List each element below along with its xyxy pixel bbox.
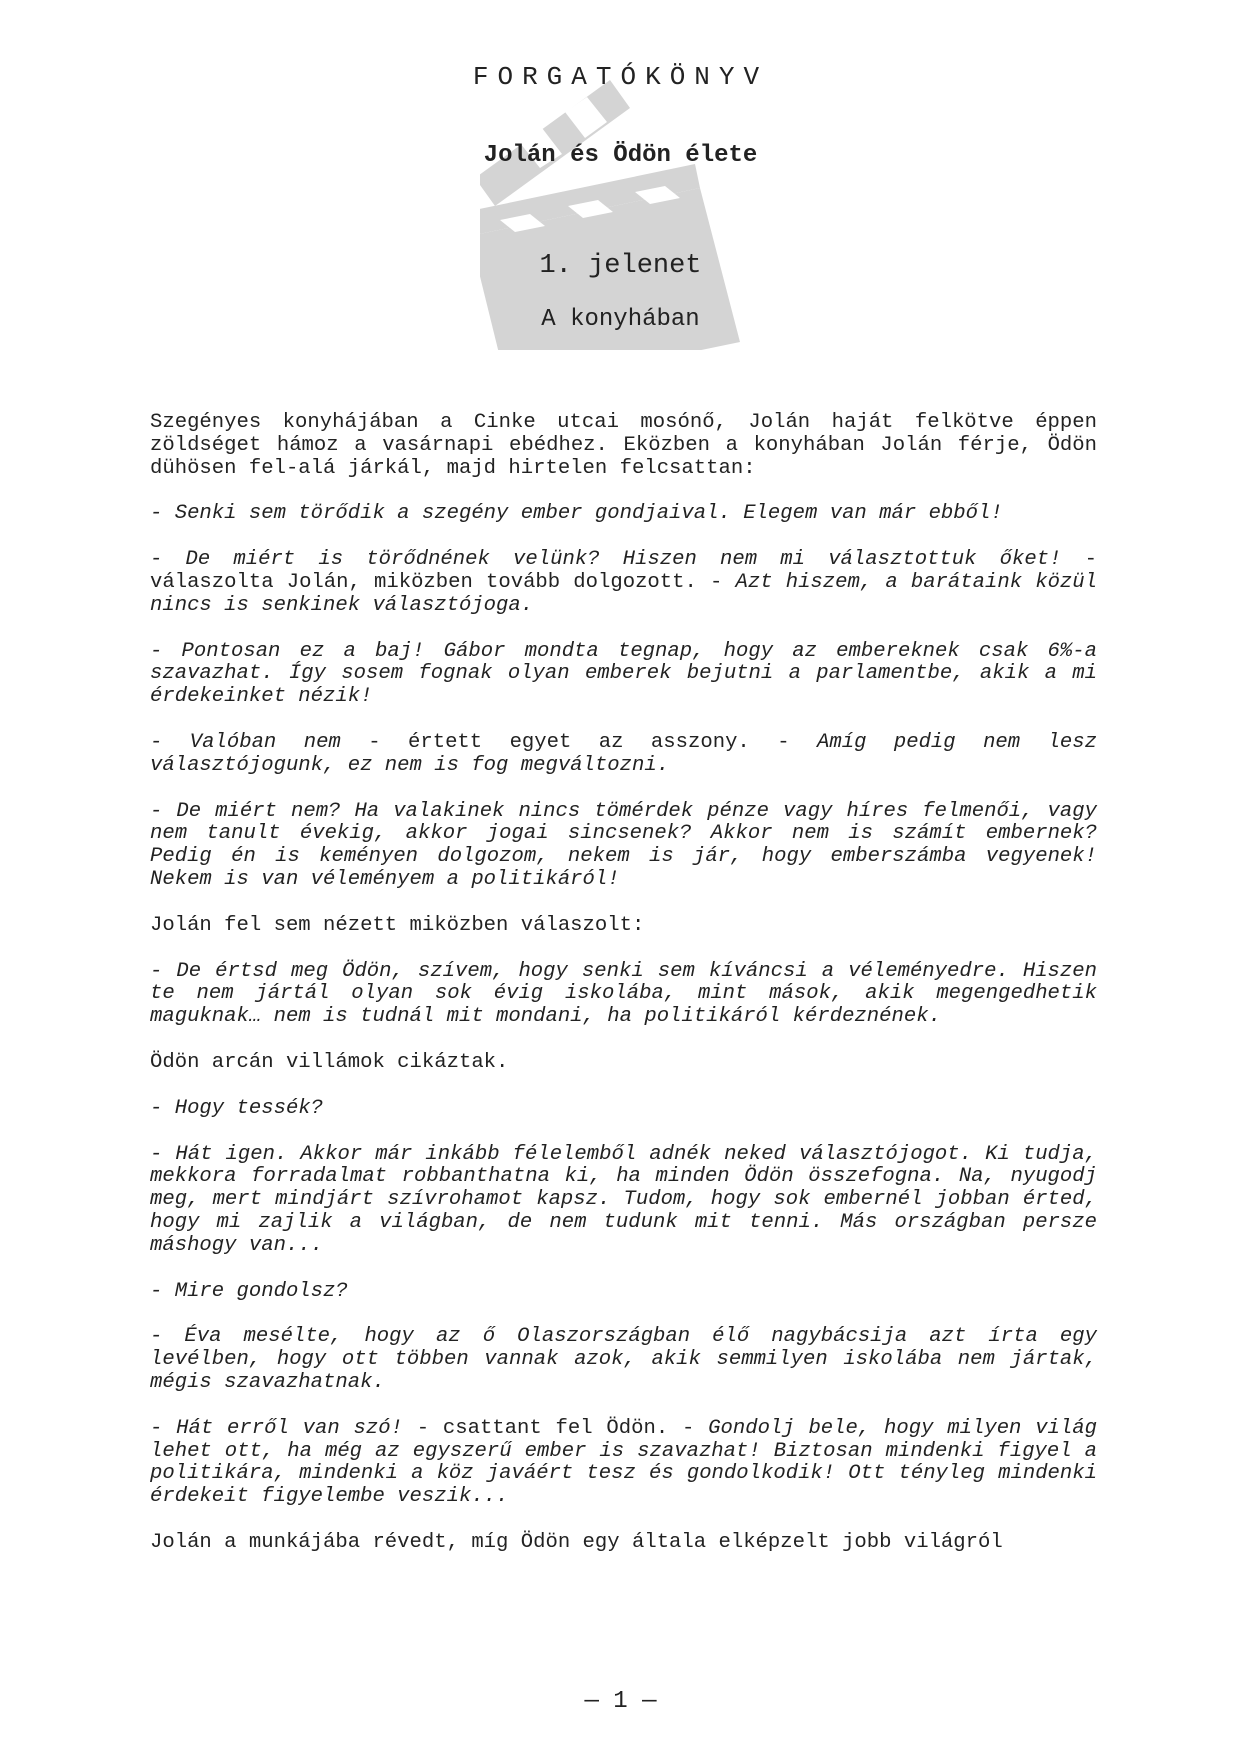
script-paragraph [150,732,1097,778]
script-body [150,412,1097,1578]
scene-number: 1. jelenet [539,251,702,281]
narration-text: Jolán a munkájába révedt, míg Ödön egy általa elképzelt jobb világról [150,1530,1003,1554]
dialogue-text: - Senki sem törődik a szegény ember gondjaival. Elegem van már ebből! [150,502,1003,526]
script-paragraph [150,503,1097,526]
dialogue-text: - Hát erről van szó! [150,1416,403,1440]
dialogue-text: - De miért is törődnének velünk? Hiszen nem mi választottuk őket! [150,548,1062,572]
script-paragraph [150,1532,1097,1555]
dialogue-text: - Éva mesélte, hogy az ő Olaszországban élő nagybácsija azt írta egy levélben, hogy ott többen vannak azok, akik semmilyen iskolába nem jártak, mégis szavazhatnak. [150,1325,1097,1394]
script-paragraph [150,1418,1097,1509]
script-paragraph [150,915,1097,938]
dialogue-text: - De értsd meg Ödön, szívem, hogy senki sem kíváncsi a véleményedre. Hiszen te nem jártál olyan sok évig iskolába, mint mások, akik megengedhetik maguknak… nem is tudnál mit mondani, ha politikáról kérdeznének. [150,959,1097,1029]
page-number: — 1 — [584,1688,657,1715]
dialogue-text: - Pontosan ez a baj! Gábor mondta tegnap, hogy az embereknek csak 6%-a szavazhat. Így sosem fognak olyan emberek bejutni a parlamentbe, akik a mi érdekeinket nézik! [150,639,1097,709]
narration-text: - válaszolta Jolán, miközben tovább dolgozott. - [150,548,1098,594]
script-paragraph [150,641,1097,709]
script-paragraph [150,1144,1097,1258]
dialogue-text: Gondolj bele, hogy milyen világ lehet ott, ha még az egyszerű ember is szavazhat! Biztosan mindenki figyel a politikára, mindenki a köz javáért tesz és gondolkodik! Ott tényleg mindenki érdekeit figyelembe veszik... [150,1416,1097,1509]
scene-location: A konyhában [541,306,700,333]
dialogue-text: - Hogy tessék? [150,1096,324,1120]
narration-text: Szegényes konyhájában a Cinke utcai mosónő, Jolán haját felkötve éppen zöldséget hámoz a vasárnapi ebédhez. Eközben a konyhában Jolán férje, Ödön dühösen fel-alá járkál, majd hirtelen felcsattan: [150,411,1097,480]
script-paragraph [150,412,1097,480]
narration-text: Jolán fel sem nézett miközben válaszolt: [150,913,645,937]
dialogue-text: Amíg pedig nem lesz választójogunk, ez nem is fog megváltozni. [150,730,1097,777]
script-paragraph [150,801,1097,892]
document-header: FORGATÓKÖNYV [472,62,769,92]
dialogue-text: Azt hiszem, a barátaink közül nincs is senkinek választójoga. [150,570,1097,617]
dialogue-text: - Mire gondolsz? [150,1279,348,1303]
script-paragraph [150,961,1097,1029]
play-title: Jolán és Ödön élete [483,142,758,169]
script-paragraph [150,1052,1097,1075]
script-paragraph [150,549,1097,617]
narration-text: - értett egyet az asszony. - [340,730,817,754]
narration-text: - csattant fel Ödön. - [402,1416,709,1440]
script-paragraph [150,1098,1097,1121]
dialogue-text: - De miért nem? Ha valakinek nincs tömérdek pénze vagy híres felmenői, vagy nem tanult évekig, akkor jogai sincsenek? Akkor nem is számít embernek? Pedig én is keményen dolgozom, nekem is jár, hogy emberszámba vegyenek! Nekem is van véleményem a politikáról! [150,799,1097,891]
script-paragraph [150,1326,1097,1394]
dialogue-text: - Valóban nem [150,730,341,754]
narration-text: Ödön arcán villámok cikáztak. [150,1050,509,1074]
script-paragraph [150,1281,1097,1304]
dialogue-text: - Hát igen. Akkor már inkább félelemből adnék neked választójogot. Ki tudja, mekkora forradalmat robbanthatna ki, ha minden Ödön összefogna. Na, nyugodj meg, mert mindjárt szívrohamot kapsz. Tudom, hogy sok embernél jobban érted, hogy mi zajlik a világban, de nem tudunk mit tenni. Más országban persze máshogy van... [150,1142,1097,1257]
